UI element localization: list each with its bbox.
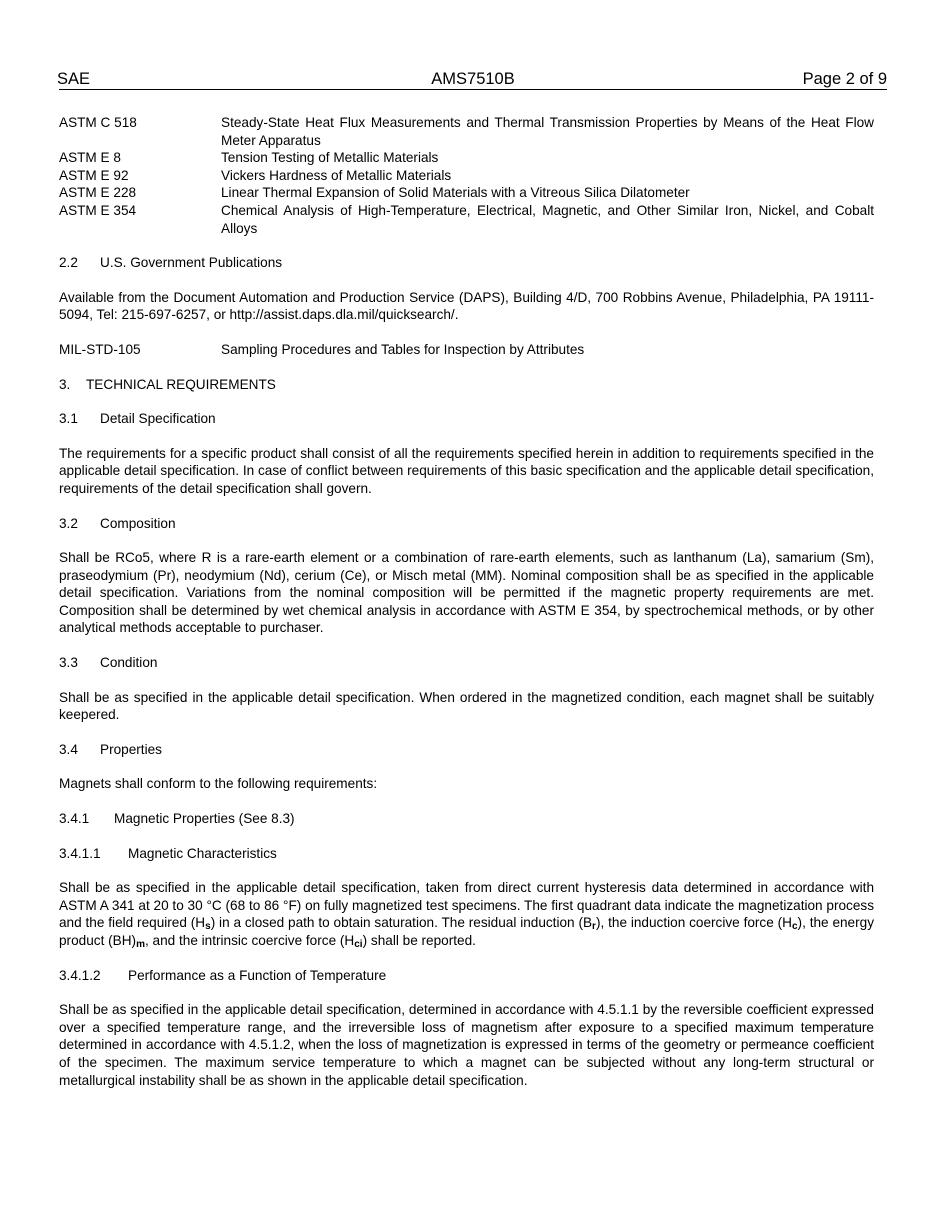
reference-row [59, 114, 874, 149]
section-3-4-paragraph: Magnets shall conform to the following requirements: [59, 776, 378, 792]
reference-title: Vickers Hardness of Metallic Materials [221, 167, 452, 183]
section-title: U.S. Government Publications [100, 255, 283, 271]
section-heading-3-4-1 [59, 810, 887, 828]
text-run: Shall be as specified in the applicable detail specification, taken from direct current hysteresis data determined in accordance with ASTM A 341 at 20 to 30 °C (68 to 86 °F) on fully magnetized test specimens. The first quadrant data indicate the magnetization process and the field required (H [59, 880, 874, 931]
text-run: ), the energy product (BH) [59, 915, 875, 948]
reference-title: Steady-State Heat Flux Measurements and Thermal Transmission Properties by Means of the Heat Flow Meter Apparatus [221, 115, 874, 148]
text-run: , and the intrinsic coercive force (H [144, 933, 355, 948]
reference-title: Chemical Analysis of High-Temperature, Electrical, Magnetic, and Other Similar Iron, Nickel, and Cobalt Alloys [221, 202, 874, 236]
reference-row [59, 202, 874, 237]
reference-title: Tension Testing of Metallic Materials [221, 150, 439, 166]
section-3-1-paragraph: The requirements for a specific product shall consist of all the requirements specified herein in addition to requirements specified in the applicable detail specification. In case of conflict between requirements of this basic specification and the applicable detail specification, requirements of the detail specification shall govern. [59, 445, 874, 496]
section-title: Magnetic Characteristics [128, 845, 277, 861]
reference-code: ASTM E 92 [59, 167, 129, 183]
reference-code: ASTM E 354 [59, 202, 137, 218]
section-number: 3. [59, 376, 71, 392]
reference-row [59, 149, 874, 167]
document-page [59, 70, 887, 1089]
header-doc-number: AMS7510B [431, 70, 515, 88]
section-title: TECHNICAL REQUIREMENTS [86, 376, 276, 392]
page-header [59, 70, 887, 90]
section-3-2-paragraph: Shall be RCo5, where R is a rare-earth element or a combination of rare-earth elements, such as lanthanum (La), samarium (Sm), praseodymium (Pr), neodymium (Nd), cerium (Ce), or Misch metal (MM). Nominal composition shall be as specified in the applicable detail specification. Variations from the nominal composition will be permitted if the magnetic property requirements are met. Composition shall be determined by wet chemical analysis in accordance with ASTM E 354, by spectrochemical methods, or by other analytical methods acceptable to purchaser. [59, 550, 874, 636]
text-run: ) in a closed path to obtain saturation. The residual induction (B [210, 915, 593, 931]
mil-standard-reference [59, 341, 887, 359]
section-number: 3.3 [59, 655, 78, 671]
section-heading-3-4-1-1 [59, 845, 887, 863]
section-title: Condition [100, 655, 158, 671]
section-heading-3 [59, 376, 887, 394]
section-number: 3.2 [59, 515, 78, 531]
section-title: Properties [100, 741, 162, 757]
reference-row [59, 184, 874, 202]
section-number: 3.1 [59, 411, 78, 427]
section-heading-3-4-1-2 [59, 967, 887, 985]
reference-title: Linear Thermal Expansion of Solid Materials with a Vitreous Silica Dilatometer [221, 185, 690, 201]
section-number: 2.2 [59, 255, 78, 271]
section-number: 3.4.1.1 [59, 845, 101, 861]
subscript: ci [354, 939, 363, 950]
reference-code: ASTM C 518 [59, 115, 137, 130]
section-heading-2-2 [59, 254, 887, 272]
section-title: Magnetic Properties (See 8.3) [114, 811, 295, 827]
subscript: r [592, 921, 596, 933]
section-number: 3.4 [59, 741, 78, 757]
section-3-3-paragraph: Shall be as specified in the applicable detail specification. When ordered in the magnetized condition, each magnet shall be suitably keepered. [59, 689, 874, 723]
section-title: Detail Specification [100, 411, 216, 427]
subscript: c [791, 921, 798, 933]
subscript: s [205, 921, 211, 933]
section-title: Composition [100, 515, 176, 531]
section-heading-3-3 [59, 654, 887, 672]
section-heading-3-2 [59, 515, 887, 533]
section-heading-3-1 [59, 410, 887, 428]
text-run: ) shall be reported. [362, 933, 476, 948]
reference-list [59, 114, 874, 237]
reference-title: Sampling Procedures and Tables for Inspection by Attributes [221, 341, 585, 357]
section-3-4-1-2-paragraph: Shall be as specified in the applicable detail specification, determined in accordance with 4.5.1.1 by the reversible coefficient expressed over a specified temperature range, and the irreversible loss of magnetism after exposure to a specified maximum temperature determined in accordance with 4.5.1.2, when the loss of magnetization is expressed in terms of the geometry or permeance coefficient of the specimen. The maximum service temperature to which a magnet can be subjected without any long-term structural or metallurgical instability shall be as shown in the applicable detail specification. [59, 1002, 874, 1088]
section-number: 3.4.1.2 [59, 967, 101, 983]
section-number: 3.4.1 [59, 811, 90, 827]
header-page-number: Page 2 of 9 [802, 70, 887, 88]
reference-code: ASTM E 228 [59, 185, 137, 201]
reference-row [59, 167, 874, 185]
header-org: SAE [57, 70, 91, 88]
section-heading-3-4 [59, 741, 887, 759]
section-title: Performance as a Function of Temperature [128, 967, 387, 983]
section-2-2-paragraph: Available from the Document Automation and Production Service (DAPS), Building 4/D, 700 Robbins Avenue, Philadelphia, PA 19111-5094, Tel: 215-697-6257, or http://assist.daps.dla.mil/quicksearch/. [59, 289, 874, 323]
section-3-4-1-1-paragraph [59, 879, 874, 949]
reference-code: MIL-STD-105 [59, 341, 141, 357]
subscript: m [136, 939, 145, 950]
text-run: ), the induction coercive force (H [595, 915, 792, 931]
reference-code: ASTM E 8 [59, 150, 121, 166]
